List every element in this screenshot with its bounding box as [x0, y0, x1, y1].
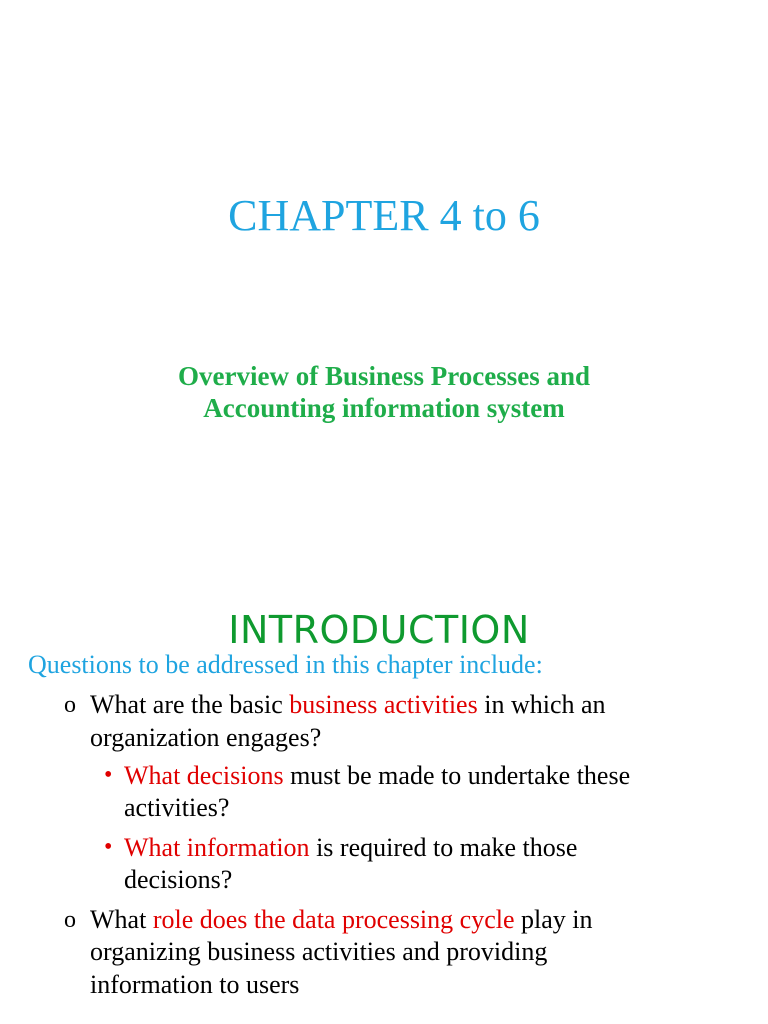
question-4-post: play in [514, 905, 593, 934]
question-4-line-2: organizing business activities and providing [90, 937, 548, 966]
question-2-post: must be made to undertake these [283, 761, 631, 790]
chapter-title: CHAPTER 4 to 6 [228, 191, 540, 240]
question-1-pre: What are the basic [90, 690, 290, 719]
question-1-highlight: business activities [289, 690, 478, 719]
questions-lead: Questions to be addressed in this chapter include: [28, 650, 543, 679]
question-2-highlight: What decisions [124, 761, 284, 790]
introduction-heading [0, 608, 768, 652]
question-2-line-2: activities? [124, 793, 230, 822]
question-3-line-1 [124, 832, 577, 864]
question-3-post: is required to make those [309, 833, 578, 862]
question-2-line-1 [124, 760, 630, 792]
subtitle-line-2: Accounting information system [203, 393, 565, 423]
subtitle-line-1: Overview of Business Processes and [178, 361, 590, 391]
sub-bullet-icon: • [104, 762, 113, 788]
question-1-line-2: organization engages? [90, 723, 322, 752]
circle-bullet-icon: o [64, 692, 76, 718]
question-3-line-2: decisions? [124, 865, 233, 894]
subtitle [0, 360, 768, 424]
question-3-highlight: What information [124, 833, 310, 862]
sub-bullet-icon: • [104, 834, 113, 860]
introduction-heading-text: INTRODUCTION [228, 608, 530, 652]
question-4-highlight: role does the data processing cycle [152, 905, 515, 934]
question-4-line-3: information to users [90, 970, 300, 999]
question-4-pre: What [90, 905, 153, 934]
question-4-line-1 [90, 904, 593, 936]
circle-bullet-icon: o [64, 907, 76, 933]
question-1-line-1 [90, 689, 606, 721]
question-1-post: in which an [477, 690, 606, 719]
